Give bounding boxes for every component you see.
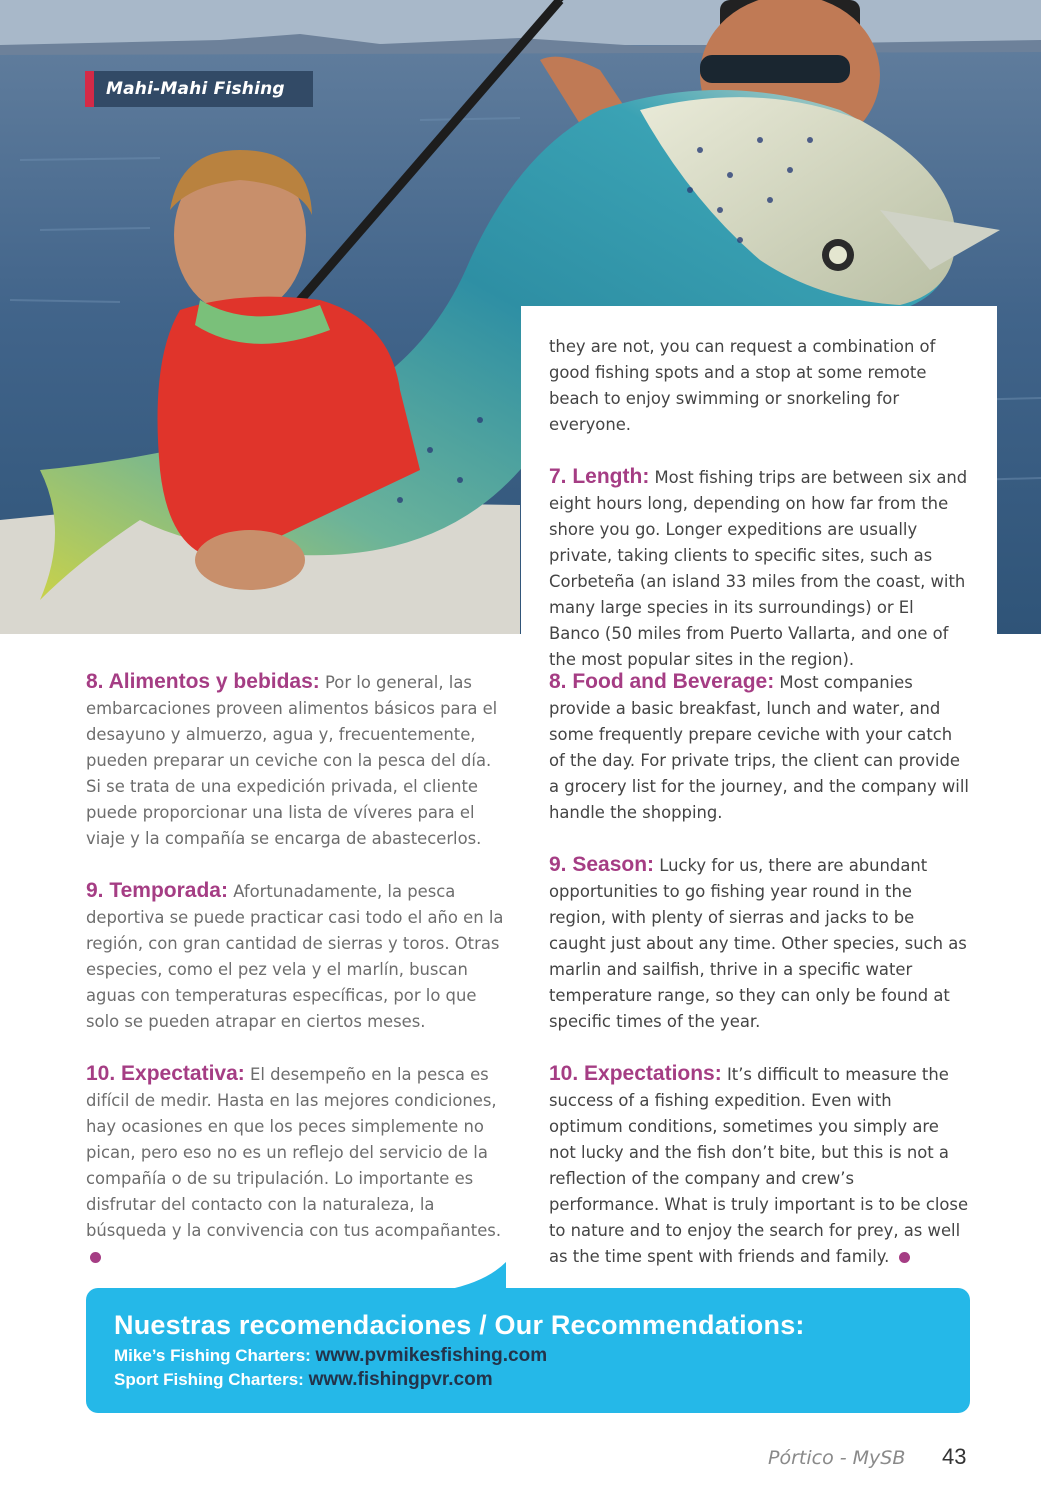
- spanish-column: [86, 669, 506, 1296]
- length-heading: 7. Length:: [549, 465, 650, 488]
- caption-accent-bar: [85, 71, 94, 107]
- recommendation-label: Mike’s Fishing Charters:: [114, 1346, 316, 1365]
- recommendation-label: Sport Fishing Charters:: [114, 1370, 309, 1389]
- photo-caption-tag: [85, 71, 313, 107]
- spanish-section-9-body: Afortunadamente, la pesca deportiva se puede practicar casi todo el año en la región, con gran cantidad de sierras y toros. Otras especies, como el pez vela y el marlín, buscan aguas con temperaturas específicas, por lo que solo se pueden atrapar en ciertos meses.: [86, 882, 504, 1031]
- recommendation-link[interactable]: www.fishingpvr.com: [308, 1369, 493, 1390]
- end-mark-icon: [90, 1252, 101, 1263]
- english-section-9-heading: 9. Season:: [549, 853, 655, 876]
- english-section-8-body: Most companies provide a basic breakfast, lunch and water, and some frequently prepare ceviche with your catch of the day. For private trips, the client can provide a grocery list for the journey, and the company will handle the shopping.: [549, 673, 969, 822]
- english-section-9: [549, 852, 969, 1035]
- intro-text: they are not, you can request a combination of good fishing spots and a stop at some remote beach to enjoy swimming or snorkeling for everyone.: [549, 337, 936, 434]
- english-section-10-heading: 10. Expectations:: [549, 1062, 722, 1085]
- english-section-9-body: Lucky for us, there are abundant opportunities to go fishing year round in the region, with plenty of sierras and jacks to be caught just about any time. Other species, such as marlin and sailfish, thrive in a specific water temperature range, so they can only be found at specific times of the year.: [549, 856, 967, 1031]
- spanish-section-9: [86, 878, 506, 1035]
- end-mark-icon: [899, 1252, 910, 1263]
- english-section-10: [549, 1061, 969, 1270]
- photo-caption-text: Mahi-Mahi Fishing: [106, 79, 285, 99]
- publication-name: Pórtico - MySB: [768, 1447, 906, 1469]
- english-section-8: [549, 669, 969, 826]
- spanish-section-10-heading: 10. Expectativa:: [86, 1062, 245, 1085]
- spanish-section-8-body: Por lo general, las embarcaciones proveen alimentos básicos para el desayuno y almuerzo, agua y, frecuentemente, pueden preparar un ceviche con la pesca del día. Si se trata de una expedición privada, el cliente puede proporcionar una lista de víveres para el viaje y la compañía se encarga de abastecerlos.: [86, 673, 498, 848]
- recommendations-title: Nuestras recomendaciones / Our Recommendations:: [114, 1310, 805, 1340]
- spanish-section-8-heading: 8. Alimentos y bebidas:: [86, 670, 320, 693]
- page-number: 43: [942, 1444, 967, 1469]
- recommendation-item: [114, 1369, 493, 1391]
- english-column-top: [549, 334, 969, 699]
- spanish-section-8: [86, 669, 506, 852]
- english-section-8-heading: 8. Food and Beverage:: [549, 670, 775, 693]
- length-body: Most fishing trips are between six and eight hours long, depending on how far from the shore you go. Longer expeditions are usually private, taking clients to specific sites, such as Corbeteña (an island 33 miles from the coast, with many large species in its surroundings) or El Banco (50 miles from Puerto Vallarta, and one of the most popular sites in the region).: [549, 468, 968, 669]
- intro-paragraph: [549, 334, 969, 438]
- spanish-section-10: [86, 1061, 506, 1270]
- spanish-section-10-body: El desempeño en la pesca es difícil de medir. Hasta en las mejores condiciones, hay ocasiones en que los peces simplemente no pican, pero eso no es un reflejo del servicio de la compañía o de su tripulación. Lo importante es disfrutar del contacto con la naturaleza, la búsqueda y la convivencia con tus acompañantes.: [86, 1065, 502, 1240]
- english-column: [549, 669, 969, 1296]
- recommendation-link[interactable]: www.pvmikesfishing.com: [315, 1345, 548, 1366]
- length-paragraph: [549, 464, 969, 673]
- recommendation-item: [114, 1345, 547, 1367]
- spanish-section-9-heading: 9. Temporada:: [86, 879, 228, 902]
- english-section-10-body: It’s difficult to measure the success of a fishing expedition. Even with optimum conditions, sometimes you simply are not lucky and the fish don’t bite, but this is not a reflection of the company and crew’s performance. What is truly important is to be close to nature and to enjoy the search for prey, as well as the time spent with friends and family.: [549, 1065, 969, 1266]
